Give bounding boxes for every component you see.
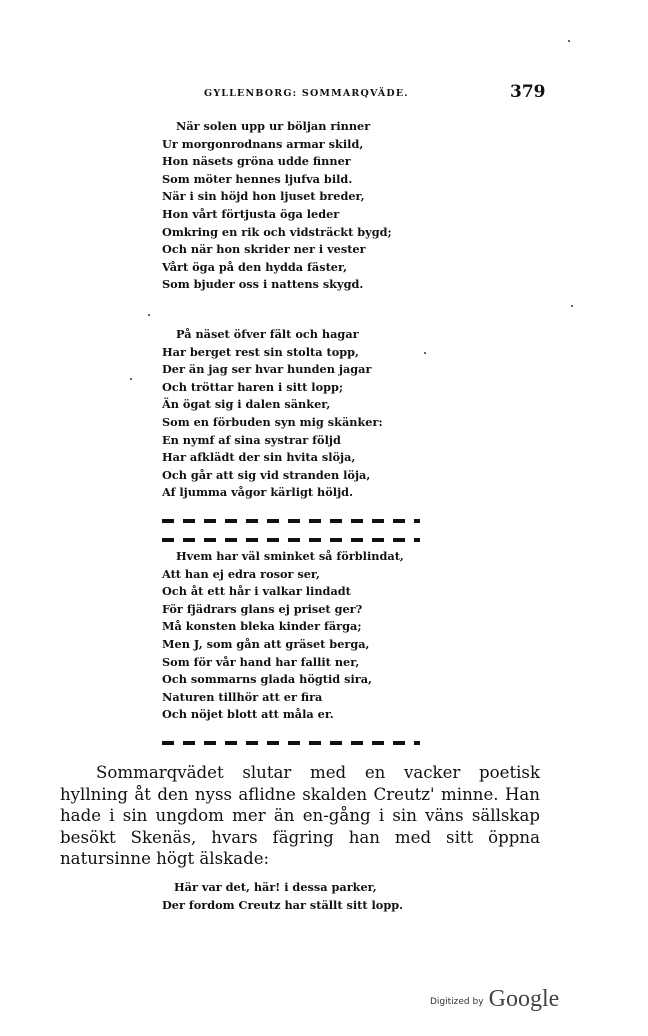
- poem-line: Och sommarns glada högtid sira,: [162, 672, 372, 687]
- prose-paragraph: [60, 762, 540, 870]
- poem-stanza-1: [162, 118, 392, 294]
- poem-line: Och åt ett hår i valkar lindadt: [162, 584, 351, 599]
- poem-line: Och går att sig vid stranden löja,: [162, 467, 371, 482]
- poem-line: Der än jag ser hvar hunden jagar: [162, 362, 372, 377]
- poem-line: Omkring en rik och vidsträckt bygd;: [162, 224, 392, 239]
- page-number: 379: [510, 82, 546, 102]
- poem-line: Må konsten bleka kinder färga;: [162, 619, 362, 634]
- print-speck: [130, 378, 132, 380]
- poem-line: Än ögat sig i dalen sänker,: [162, 397, 331, 412]
- poem-line: Och nöjet blott att måla er.: [162, 707, 334, 722]
- poem-line: För fjädrars glans ej priset ger?: [162, 601, 363, 616]
- print-speck: [148, 314, 150, 316]
- poem-stanza-2: [162, 326, 383, 502]
- poem-line: Ur morgonrodnans armar skild,: [162, 136, 364, 151]
- poem-line: På näset öfver fält och hagar: [176, 327, 359, 341]
- omission-dashes: [162, 741, 420, 745]
- poem-line: När i sin höjd hon ljuset breder,: [162, 189, 365, 204]
- poem-line: Af ljumma vågor kärligt höljd.: [162, 485, 354, 500]
- poem-line: En nymf af sina systrar följd: [162, 432, 341, 447]
- poem-line: Vårt öga på den hydda fäster,: [162, 259, 348, 274]
- poem-line: Och tröttar haren i sitt lopp;: [162, 379, 344, 394]
- poem-line: Som för vår hand har fallit ner,: [162, 654, 360, 669]
- poem-line: Har afklädt der sin hvita slöja,: [162, 450, 356, 465]
- poem-line: Som en förbuden syn mig skänker:: [162, 414, 383, 429]
- poem-line: Som möter hennes ljufva bild.: [162, 171, 353, 186]
- poem-line: Och när hon skrider ner i vester: [162, 242, 366, 257]
- quote-line: Här var det, här! i dessa parker,: [174, 880, 377, 894]
- poem-line: Har berget rest sin stolta topp,: [162, 344, 359, 359]
- print-speck: [571, 305, 573, 307]
- digitized-by-watermark: [430, 986, 559, 1013]
- prose-text: Sommarqvädet slutar med en vacker poetisk hyllning åt den nyss aflidne skalden Creutz' minne. Han hade i sin ungdom mer än en-gång i sin väns sällskap besökt Skenäs, hvars fägring han med sitt öppna natursinne högt älskade:: [60, 763, 540, 868]
- print-speck: [424, 352, 426, 354]
- omission-dashes: [162, 519, 420, 523]
- digitized-label: Digitized by: [430, 997, 484, 1007]
- poem-line: Hon näsets gröna udde finner: [162, 154, 351, 169]
- poem-line: Hon vårt förtjusta öga leder: [162, 206, 340, 221]
- poem-line: Som bjuder oss i nattens skygd.: [162, 277, 364, 292]
- quote-line: Der fordom Creutz har ställt sitt lopp.: [162, 897, 404, 912]
- poem-line: Naturen tillhör att er fira: [162, 689, 323, 704]
- running-head: GYLLENBORG: SOMMARQVÄDE.: [204, 88, 409, 99]
- poem-line: Men J, som gån att gräset berga,: [162, 636, 370, 651]
- poem-line: Hvem har väl sminket så förblindat,: [176, 549, 404, 563]
- poem-line: Att han ej edra rosor ser,: [162, 566, 320, 581]
- omission-dashes: [162, 538, 420, 542]
- poem-line: När solen upp ur böljan rinner: [176, 119, 371, 133]
- poem-stanza-3: [162, 548, 404, 724]
- google-logo: Google: [488, 986, 560, 1012]
- quoted-verse: [162, 879, 403, 915]
- print-speck: [568, 40, 570, 42]
